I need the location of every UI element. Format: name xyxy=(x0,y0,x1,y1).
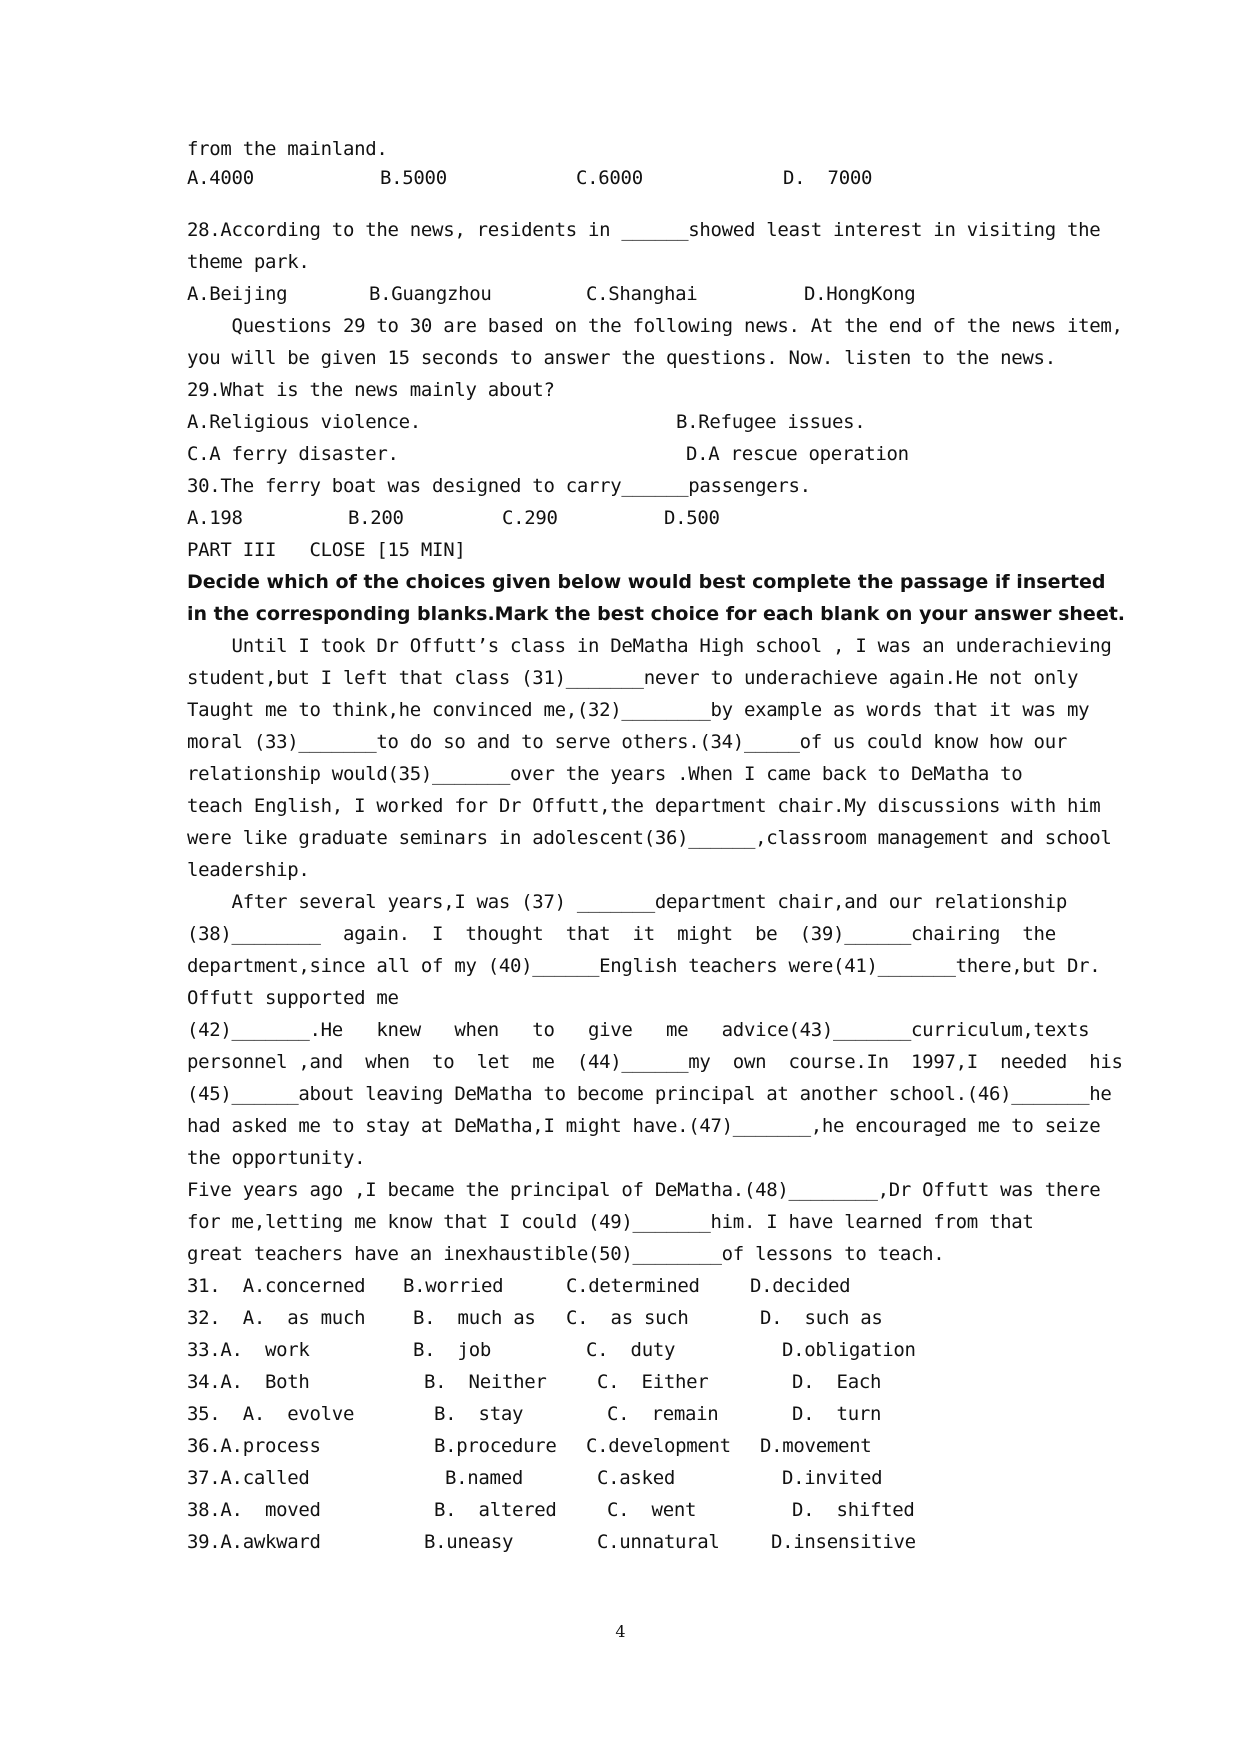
option-a: A.Beijing xyxy=(187,283,288,305)
passage-line: relationship would(35)_______over the years .When I came back to DeMatha to xyxy=(187,763,1023,785)
option-d: D.decided xyxy=(750,1275,851,1297)
passage-line: personnel ,and when to let me (44)______my own course.In 1997,I needed his xyxy=(187,1051,1123,1073)
option-d: D.obligation xyxy=(782,1339,916,1361)
passage-line: teach English, I worked for Dr Offutt,the department chair.My discussions with him xyxy=(187,795,1101,817)
option-a: 31. A.concerned xyxy=(187,1275,366,1297)
directions-line: Decide which of the choices given below would best complete the passage if inserted xyxy=(187,571,1106,593)
option-c: C.6000 xyxy=(576,167,643,189)
passage-line: Offutt supported me xyxy=(187,987,399,1009)
option-b: B.5000 xyxy=(380,167,447,189)
option-a: 38.A. moved xyxy=(187,1499,321,1521)
instruction-line: you will be given 15 seconds to answer the questions. Now. listen to the news. xyxy=(187,347,1056,369)
option-d: D. turn xyxy=(792,1403,882,1425)
option-a: A.Religious violence. xyxy=(187,411,421,433)
question-30: 30.The ferry boat was designed to carry______passengers. xyxy=(187,475,811,497)
option-d: D.invited xyxy=(782,1467,883,1489)
option-c: C.development xyxy=(586,1435,731,1457)
passage-line: department,since all of my (40)______English teachers were(41)_______there,but Dr. xyxy=(187,955,1101,977)
option-c: C.unnatural xyxy=(597,1531,720,1553)
passage-line: moral (33)_______to do so and to serve others.(34)_____of us could know how our xyxy=(187,731,1067,753)
option-d: D.HongKong xyxy=(804,283,916,305)
passage-line: (45)______about leaving DeMatha to become principal at another school.(46)_______he xyxy=(187,1083,1112,1105)
passage-line: were like graduate seminars in adolescent(36)______,classroom management and school xyxy=(187,827,1112,849)
option-a: 37.A.called xyxy=(187,1467,310,1489)
option-c: C. remain xyxy=(607,1403,719,1425)
option-c: C. Either xyxy=(597,1371,709,1393)
option-b: B.worried xyxy=(403,1275,504,1297)
passage-line: Taught me to think,he convinced me,(32)________by example as words that it was my xyxy=(187,699,1090,721)
option-b: B. altered xyxy=(434,1499,557,1521)
option-d: D. 7000 xyxy=(783,167,873,189)
text-line: from the mainland. xyxy=(187,138,388,160)
option-a: 36.A.process xyxy=(187,1435,321,1457)
option-d: D. Each xyxy=(792,1371,882,1393)
section-heading: PART III CLOSE [15 MIN] xyxy=(187,539,466,561)
option-b: B.Guangzhou xyxy=(369,283,492,305)
passage-line: Until I took Dr Offutt’s class in DeMatha High school , I was an underachieving xyxy=(187,635,1112,657)
instruction-line: Questions 29 to 30 are based on the following news. At the end of the news item, xyxy=(187,315,1123,337)
passage-line: After several years,I was (37) _______department chair,and our relationship xyxy=(187,891,1067,913)
option-a: 34.A. Both xyxy=(187,1371,310,1393)
option-a: A.4000 xyxy=(187,167,254,189)
passage-line: had asked me to stay at DeMatha,I might have.(47)_______,he encouraged me to seize xyxy=(187,1115,1101,1137)
option-b: B.uneasy xyxy=(424,1531,514,1553)
option-d: D.A rescue operation xyxy=(686,443,909,465)
option-b: B. much as xyxy=(413,1307,536,1329)
option-c: C.determined xyxy=(566,1275,700,1297)
passage-line: leadership. xyxy=(187,859,310,881)
option-b: B. stay xyxy=(434,1403,524,1425)
option-b: B.Refugee issues. xyxy=(676,411,866,433)
passage-line: the opportunity. xyxy=(187,1147,366,1169)
option-b: B.procedure xyxy=(434,1435,557,1457)
option-c: C.Shanghai xyxy=(586,283,698,305)
option-c: C.A ferry disaster. xyxy=(187,443,399,465)
passage-line: great teachers have an inexhaustible(50)________of lessons to teach. xyxy=(187,1243,945,1265)
option-d: D. such as xyxy=(760,1307,883,1329)
option-a: 33.A. work xyxy=(187,1339,310,1361)
page-number: 4 xyxy=(615,1622,626,1641)
option-b: B.named xyxy=(445,1467,523,1489)
option-d: D.insensitive xyxy=(771,1531,916,1553)
option-a: 39.A.awkward xyxy=(187,1531,321,1553)
passage-line: (42)_______.He knew when to give me advice(43)_______curriculum,texts xyxy=(187,1019,1090,1041)
option-a: 32. A. as much xyxy=(187,1307,366,1329)
option-b: B. job xyxy=(413,1339,491,1361)
option-c: C. as such xyxy=(566,1307,689,1329)
option-d: D.500 xyxy=(664,507,720,529)
option-c: C. duty xyxy=(586,1339,676,1361)
option-b: B. Neither xyxy=(424,1371,547,1393)
passage-line: Five years ago ,I became the principal of DeMatha.(48)________,Dr Offutt was there xyxy=(187,1179,1101,1201)
option-d: D.movement xyxy=(760,1435,872,1457)
passage-line: student,but I left that class (31)_______never to underachieve again.He not only xyxy=(187,667,1079,689)
option-d: D. shifted xyxy=(792,1499,915,1521)
question-28: 28.According to the news, residents in ______showed least interest in visiting the xyxy=(187,219,1101,241)
option-a: A.198 xyxy=(187,507,243,529)
passage-line: (38)________ again. I thought that it might be (39)______chairing the xyxy=(187,923,1056,945)
option-a: 35. A. evolve xyxy=(187,1403,355,1425)
passage-line: for me,letting me know that I could (49)_______him. I have learned from that xyxy=(187,1211,1034,1233)
option-c: C.asked xyxy=(597,1467,675,1489)
text-line: theme park. xyxy=(187,251,310,273)
option-c: C.290 xyxy=(502,507,558,529)
question-29: 29.What is the news mainly about? xyxy=(187,379,555,401)
option-c: C. went xyxy=(607,1499,697,1521)
option-b: B.200 xyxy=(348,507,404,529)
directions-line: in the corresponding blanks.Mark the best choice for each blank on your answer sheet. xyxy=(187,603,1126,625)
